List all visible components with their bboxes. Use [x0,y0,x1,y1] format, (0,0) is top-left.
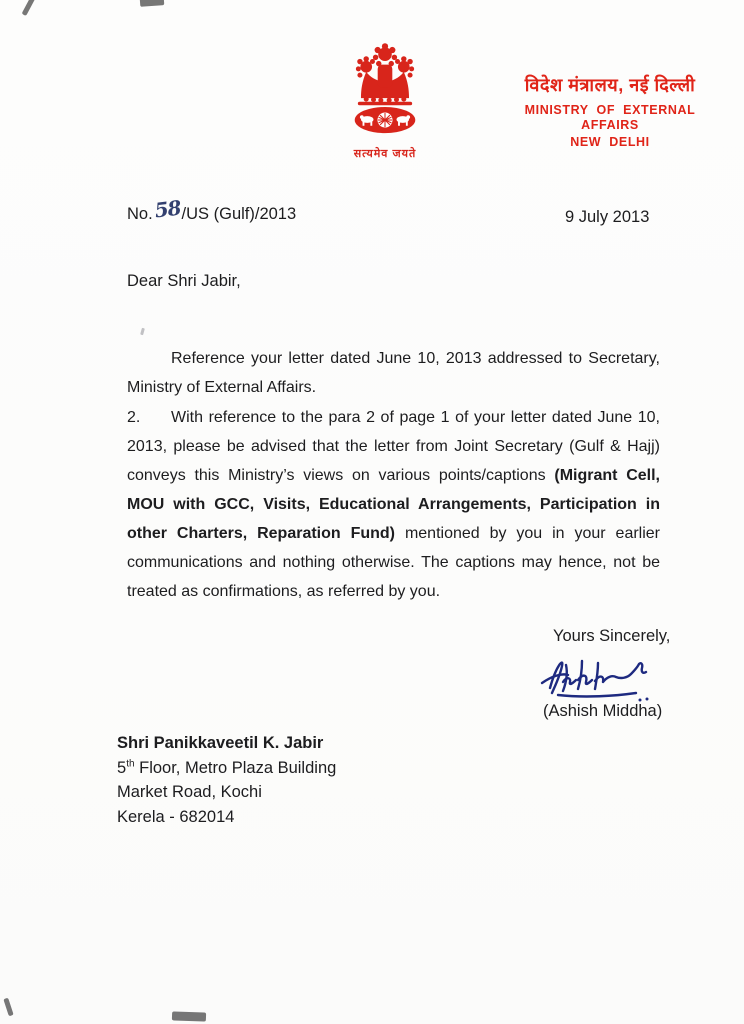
paragraph-2-bold-captions: (Migrant Cell, MOU with GCC, Visits, Educational Arrangements, Participation in other Charters, Reparation Fund) [127,467,661,542]
scan-artifact [140,0,165,7]
paragraph-number: 2. [127,409,141,426]
ministry-city: NEW DELHI [570,134,650,149]
recipient-address-line: Kerela - 682014 [117,807,235,826]
ministry-name-hindi: विदेश मंत्रालय, नई दिल्ली [524,75,696,95]
reference-prefix: No. [127,205,153,223]
building-name: Floor, Metro Plaza Building [134,758,337,777]
india-national-emblem-icon [338,40,432,152]
paragraph-2 [127,403,660,606]
paragraph-2-text-end: mentioned by you in your earlier communications and nothing otherwise. The captions may hence, not be treated as confirmations, as referred by you. [127,525,661,600]
recipient-address-line: Market Road, Kochi [117,783,262,801]
scan-artifact [22,0,36,16]
scan-artifact [3,998,13,1017]
scan-artifact [140,328,145,336]
letterhead [498,74,722,150]
signatory-name: (Ashish Middha) [543,702,663,720]
reference-number [127,195,297,224]
handwritten-signature [540,652,672,704]
floor-number: 5 [117,758,127,777]
recipient-name: Shri Panikkaveetil K. Jabir [117,734,324,752]
paragraph-2-text: With reference to the para 2 of page 1 of your letter dated June 10, 2013, please be advised that the letter from Joint Secretary (Gulf & Hajj) conveys this Ministry’s views on various points/captions [127,409,660,484]
salutation: Dear Shri Jabir, [127,272,241,290]
letter-date: 9 July 2013 [565,208,650,226]
handwritten-file-number: 58 [152,195,182,223]
ordinal-suffix: th [126,758,135,769]
scan-artifact [172,1011,206,1021]
ministry-name-english: MINISTRY OF EXTERNAL AFFAIRS [524,102,696,133]
reference-suffix: /US (Gulf)/2013 [181,205,297,223]
recipient-address-block [117,731,336,829]
recipient-address-line [117,756,336,781]
closing-valediction: Yours Sincerely, [553,627,671,645]
emblem-motto: सत्यमेव जयते [353,148,417,160]
paragraph-1: Reference your letter dated June 10, 2013 addressed to Secretary, Ministry of External Affairs. [127,350,660,396]
